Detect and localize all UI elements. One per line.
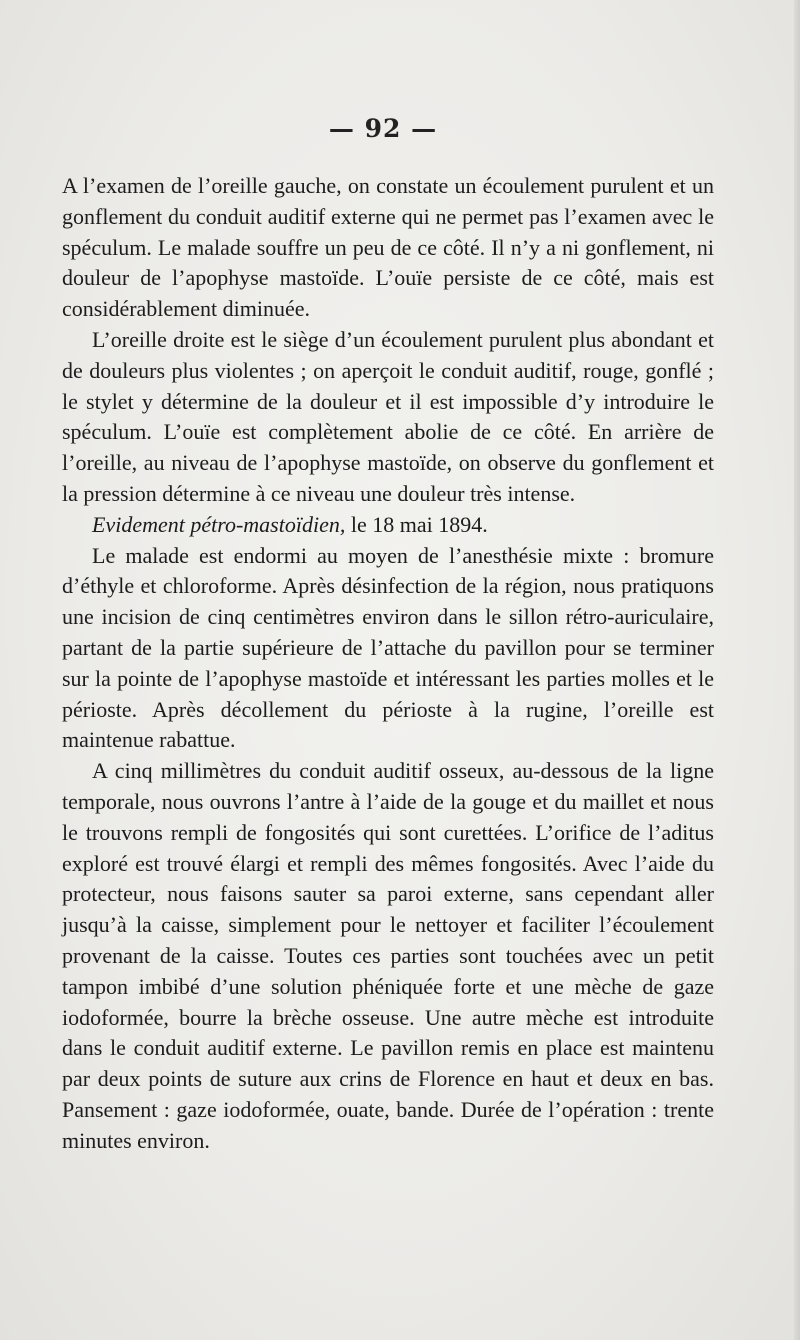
page-number: — 92 — [328,114,438,143]
paragraph-antrum-procedure: A cinq millimètres du conduit auditif osseux, au-dessous de la ligne temporale, nous ouvrons l’antre à l’aide de la gouge et du maillet et nous le trouvons rempli de fongosités qui sont curettées. L’orifice de l’aditus exploré est trouvé élargi et rempli des mêmes fongosités. Avec l’aide du protecteur, nous faisons sauter sa paroi externe, sans cependant aller jusqu’à la caisse, simplement pour le nettoyer et faciliter l’écoulement provenant de la caisse. Toutes ces parties sont touchées avec un petit tampon imbibé d’une solution phéniquée forte et une mèche de gaze iodoformée, bourre la brèche osseuse. Une autre mèche est introduite dans le conduit auditif externe. Le pavillon remis en place est maintenu par deux points de suture aux crins de Florence en haut et deux en bas. Pansement : gaze iodoformée, ouate, bande. Durée de l’opération : trente minutes environ. [62,758,714,1153]
section-heading-date: le 18 mai 1894. [345,511,488,537]
paragraph-left-ear-exam: A l’examen de l’oreille gauche, on constate un écoulement purulent et un gonflement du conduit auditif externe qui ne permet pas l’examen avec le spéculum. Le malade souffre un peu de ce côté. Il n’y a ni gonflement, ni douleur de l’apophyse mastoïde. L’ouïe persiste de ce côté, mais est considérablement diminuée. [62,173,714,322]
text-body [62,171,714,1157]
section-heading [62,510,714,541]
paragraph-anesthesia-incision: Le malade est endormi au moyen de l’anesthésie mixte : bromure d’éthyle et chloroforme. Après désinfection de la région, nous pratiquons une incision de cinq centimètres environ dans le sillon rétro-auriculaire, partant de la partie supérieure de l’attache du pavillon pour se terminer sur la pointe de l’apophyse mastoïde et intéressant les parties molles et le périoste. Après décollement du périoste à la rugine, l’oreille est maintenue rabattue. [62,542,714,753]
section-heading-title: Evidement pétro-mastoïdien, [92,511,346,537]
page-edge-shadow [794,0,800,1340]
paragraph-right-ear-exam: L’oreille droite est le siège d’un écoulement purulent plus abondant et de douleurs plus violentes ; on aperçoit le conduit auditif, rouge, gonflé ; le stylet y détermine de la douleur et il est impossible d’y introduire le spéculum. L’ouïe est complètement abolie de ce côté. En arrière de l’oreille, au niveau de l’apophyse mastoïde, on observe du gonflement et la pression détermine à ce niveau une douleur très intense. [62,326,714,506]
